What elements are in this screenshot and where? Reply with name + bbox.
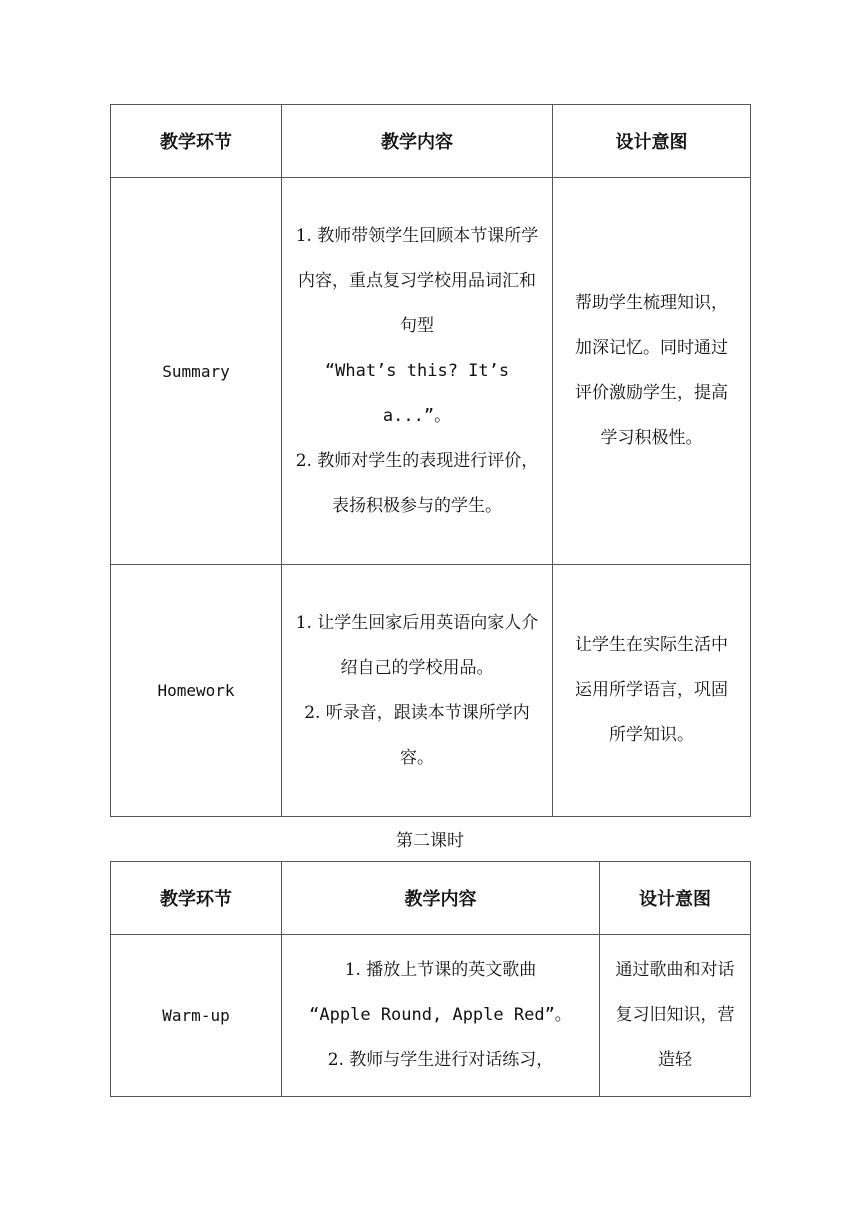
table-row xyxy=(111,935,751,1097)
content-warmup xyxy=(282,935,600,1097)
content-homework-p1: 1. 让学生回家后用英语向家人介绍自己的学校用品。 xyxy=(295,612,539,678)
header-stage: 教学环节 xyxy=(111,105,282,178)
content-homework-p2: 2. 听录音，跟读本节课所学内容。 xyxy=(304,702,530,768)
content-warmup-p3: 2. 教师与学生进行对话练习， xyxy=(327,1050,554,1070)
intent-warmup: 通过歌曲和对话复习旧知识，营造轻 xyxy=(600,935,751,1097)
header-intent: 设计意图 xyxy=(553,105,751,178)
content-summary-p1: 1. 教师带领学生回顾本节课所学内容，重点复习学校用品词汇和句型 xyxy=(295,225,539,336)
intent-summary: 帮助学生梳理知识，加深记忆。同时通过评价激励学生，提高学习积极性。 xyxy=(553,178,751,565)
content-summary-p2: “What’s this? It’s a...”。 xyxy=(324,360,510,426)
stage-homework: Homework xyxy=(111,565,282,817)
content-warmup-p2: “Apple Round, Apple Red”。 xyxy=(309,1005,572,1025)
header-content: 教学内容 xyxy=(282,105,553,178)
content-homework xyxy=(282,565,553,817)
lesson-table-2 xyxy=(110,861,751,1097)
stage-summary: Summary xyxy=(111,178,282,565)
content-summary xyxy=(282,178,553,565)
table-row xyxy=(111,565,751,817)
table-header-row xyxy=(111,105,751,178)
header-stage: 教学环节 xyxy=(111,862,282,935)
content-warmup-p1: 1. 播放上节课的英文歌曲 xyxy=(344,960,537,980)
content-summary-p3: 2. 教师对学生的表现进行评价，表扬积极参与的学生。 xyxy=(295,450,539,516)
header-content: 教学内容 xyxy=(282,862,600,935)
stage-warmup: Warm-up xyxy=(111,935,282,1097)
intent-homework: 让学生在实际生活中运用所学语言，巩固所学知识。 xyxy=(553,565,751,817)
header-intent: 设计意图 xyxy=(600,862,751,935)
table-row xyxy=(111,178,751,565)
section-caption: 第二课时 xyxy=(396,831,464,851)
lesson-table-1 xyxy=(110,104,751,817)
table-header-row xyxy=(111,862,751,935)
